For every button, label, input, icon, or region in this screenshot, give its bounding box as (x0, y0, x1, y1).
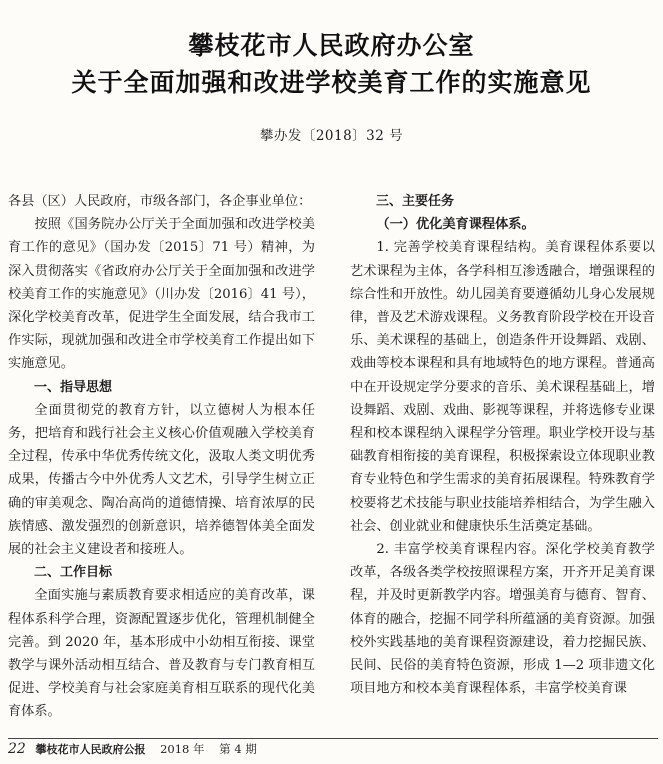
section-2-body: 全面实施与素质教育要求相适应的美育改革，课程体系科学合理，资源配置逐步优化，管理机制健全完善。到 2020 年，基本形成中小幼相互衔接、课堂教学与课外活动相互结合、普及教育与专门教育相互促进、学校美育与社会家庭美育相互联系的现代化美育体系。 (8, 588, 315, 720)
section-2-heading: 二、工作目标 (34, 565, 113, 581)
section-1-body: 全面贯彻党的教育方针，以立德树人为根本任务，把培育和践行社会主义核心价值观融入学校美育全过程，传承中华优秀传统文化，汲取人类文明优秀成果，传播古今中外优秀人文艺术，引导学生树立正确的审美观念、陶冶高尚的道德情操、培育浓厚的民族情感、激发强烈的创新意识，培养德智体美全面发展的社会主义建设者和接班人。 (8, 402, 315, 558)
section-1-heading: 一、指导思想 (34, 379, 113, 395)
title-line-2: 关于全面加强和改进学校美育工作的实施意见 (71, 68, 592, 97)
issue-number: 第 4 期 (219, 742, 257, 756)
item-2-paragraph: 2. 丰富学校美育课程内容。深化学校美育教学改革，各级各类学校按照课程方案，开齐开足美育课程，并及时更新教学内容。增强美育与德育、智育、体育的融合，挖掘不同学科所蕴涵的美育资源。加强校外实践基地的美育课程资源建设，着力挖掘民族、民间、民俗的美育特色资源，形成 1—2 项非遗文化项目地方和校本美育课程体系，丰富学校美育课 (350, 542, 655, 697)
document-number: 攀办发〔2018〕32 号 (259, 128, 404, 144)
section-3-heading: 三、主要任务 (376, 194, 455, 209)
subsection-1-heading: （一）优化美育课程体系。 (376, 217, 535, 233)
publication-year: 2018 年 (160, 742, 205, 756)
left-column (8, 190, 315, 724)
publication-name: 攀枝花市人民政府公报 (35, 743, 146, 756)
page-footer (8, 738, 658, 757)
title-line-1: 攀枝花市人民政府办公室 (188, 31, 475, 60)
item-1-paragraph: 1. 完善学校美育课程结构。美育课程体系要以艺术课程为主体，各学科相互渗透融合，增强课程的综合性和开放性。幼儿园美育要遵循幼儿身心发展规律，普及艺术游戏课程。义务教育阶段学校在开设音乐、美术课程的基础上，创造条件开设舞蹈、戏剧、戏曲等校本课程和具有地域特色的地方课程。普通高中在开设规定学分要求的音乐、美术课程基础上，增设舞蹈、戏剧、戏曲、影视等课程，并将选修专业课程和校本课程纳入课程学分管理。职业学校开设与基础教育相衔接的美育课程，积极探索设立体现职业教育专业特色和学生需求的美育拓展课程。特殊教育学校要将艺术技能与职业技能培养相结合，为学生融入社会、创业就业和健康快乐生活奠定基础。 (350, 240, 655, 534)
intro-paragraph: 按照《国务院办公厅关于全面加强和改进学校美育工作的意见》（国办发〔2015〕71 号）精神，为深入贯彻落实《省政府办公厅关于全面加强和改进学校美育工作的实施意见》（川办发〔2016〕41 号），深化学校美育改革，促进学生全面发展，结合我市工作实际，现就加强和改进全市学校美育工作提出如下实施意见。 (8, 217, 315, 372)
page-number: 22 (8, 741, 26, 757)
right-column (350, 190, 655, 700)
salutation: 各县（区）人民政府，市级各部门，各企事业单位： (8, 194, 312, 209)
